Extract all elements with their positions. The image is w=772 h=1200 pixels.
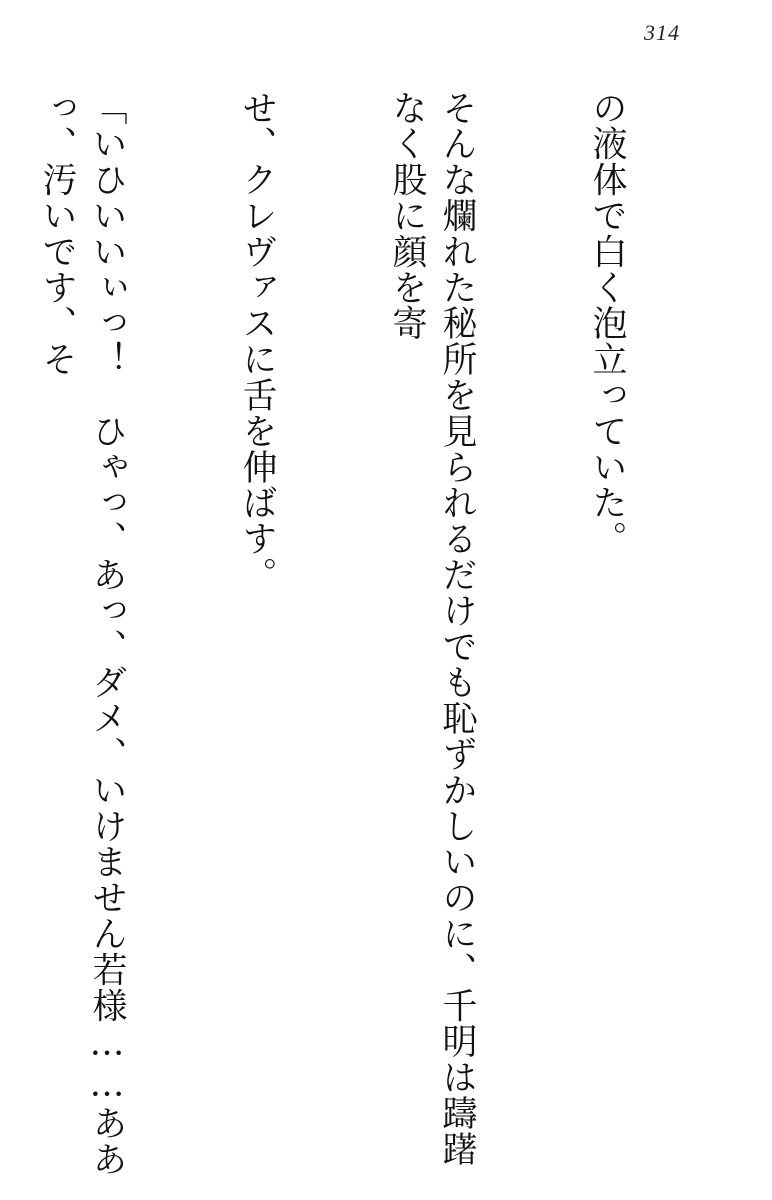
page-number: 314 xyxy=(644,20,680,45)
text-line: せ、クレヴァスに舌を伸ばす。 xyxy=(237,90,277,593)
text-line: の液体で白く泡立っていた。 xyxy=(587,90,627,557)
text-line: そんな爛れた秘所を見られるだけでも恥ずかしいのに、千明は躊躇なく股に顔を寄 xyxy=(387,90,477,1167)
text-line: 「いひいいぃっ！ ひゃっ、あっ、ダメ、いけません若様……ああっ、汚いです、そ xyxy=(37,90,127,1177)
vertical-text-body xyxy=(32,90,732,1180)
